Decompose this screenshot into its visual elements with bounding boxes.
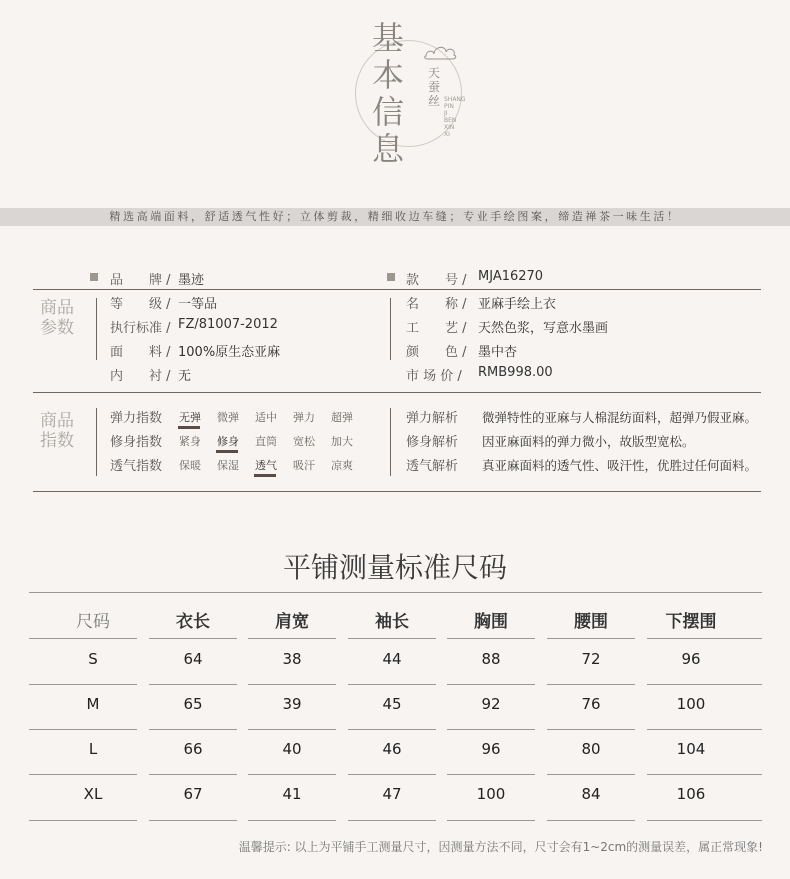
option-breathability: 保暖: [179, 459, 201, 472]
logo-title: 基 本 信 息: [372, 19, 405, 168]
label-elasticity-analysis: 弹力解析: [406, 411, 459, 426]
label-breathability: 透气指数: [110, 459, 163, 474]
cell-border: [447, 774, 535, 775]
label-fit-analysis: 修身解析: [406, 435, 459, 450]
label-fit: 修身指数: [110, 435, 163, 450]
table-cell: 96: [481, 740, 501, 758]
label-name: 名 称 /: [406, 297, 467, 312]
table-header-cell: 衣长: [176, 612, 210, 632]
section-label-index: 商品 指数: [40, 411, 74, 451]
option-elasticity: 弹力: [293, 411, 315, 424]
table-top-border: [29, 592, 762, 593]
table-header-cell: 尺码: [76, 612, 110, 632]
table-header-cell: 下摆围: [665, 612, 717, 632]
label-style-no: 款 号 /: [406, 273, 467, 288]
elasticity-analysis: 微弹特性的亚麻与人棉混纺面料，超弹乃假亚麻。: [482, 410, 758, 425]
table-cell: 84: [581, 785, 601, 803]
value-fabric: 100%原生态亚麻: [178, 345, 281, 360]
table-cell: 92: [481, 695, 501, 713]
label-lining: 内 衬 /: [110, 369, 171, 384]
square-icon: [90, 273, 98, 281]
table-cell: 100: [676, 695, 706, 713]
logo-pinyin: SHANG PIN JI BEN XIN XI: [444, 96, 466, 138]
cell-border: [149, 638, 237, 639]
size-table-title: 平铺测量标准尺码: [282, 551, 507, 584]
table-cell: 38: [282, 650, 302, 668]
option-breathability: 凉爽: [331, 459, 353, 472]
cell-border: [447, 820, 535, 821]
table-cell: 65: [183, 695, 203, 713]
option-fit: 加大: [331, 435, 353, 448]
selected-indicator: [216, 450, 238, 453]
fit-analysis: 因亚麻面料的弹力微小，故版型宽松。: [482, 434, 695, 449]
value-name: 亚麻手绘上衣: [478, 297, 557, 312]
size-label-cell: M: [86, 695, 100, 713]
label-breathability-analysis: 透气解析: [406, 459, 459, 474]
cell-border: [348, 820, 436, 821]
table-cell: 41: [282, 785, 302, 803]
table-cell: 72: [581, 650, 601, 668]
option-elasticity: 无弹: [179, 411, 201, 424]
option-fit: 直筒: [255, 435, 277, 448]
cell-border: [248, 729, 336, 730]
label-elasticity: 弹力指数: [110, 411, 163, 426]
section-label-params: 商品 参数: [40, 298, 74, 338]
table-cell: 64: [183, 650, 203, 668]
table-header-cell: 肩宽: [275, 612, 309, 632]
cell-border: [149, 774, 237, 775]
cell-border: [647, 820, 762, 821]
table-cell: 88: [481, 650, 501, 668]
table-cell: 39: [282, 695, 302, 713]
cell-border: [547, 729, 635, 730]
divider: [33, 289, 761, 290]
cell-border: [348, 638, 436, 639]
table-cell: 104: [676, 740, 706, 758]
value-color: 墨中杏: [478, 345, 518, 360]
table-header-cell: 袖长: [375, 612, 409, 632]
cell-border: [647, 774, 762, 775]
value-brand: 墨迹: [178, 273, 205, 288]
value-craft: 天然色浆，写意水墨画: [478, 321, 609, 336]
value-price: RMB998.00: [478, 365, 553, 380]
cell-border: [547, 638, 635, 639]
divider: [33, 491, 761, 492]
value-lining: 无: [178, 369, 192, 384]
cell-border: [248, 638, 336, 639]
cell-border: [29, 774, 137, 775]
table-cell: 45: [382, 695, 402, 713]
option-breathability: 透气: [255, 459, 277, 472]
cell-border: [29, 684, 137, 685]
label-price: 市 场 价 /: [406, 369, 462, 384]
table-cell: 47: [382, 785, 402, 803]
cell-border: [248, 820, 336, 821]
selected-indicator: [254, 474, 276, 477]
option-elasticity: 微弹: [217, 411, 239, 424]
value-style-no: MJA16270: [478, 269, 544, 284]
slogan-text: 精选高端面料，舒适透气性好；立体剪裁，精细收边车缝；专业手绘图案，缔造禅茶一味生活！: [109, 210, 681, 223]
option-breathability: 保湿: [217, 459, 239, 472]
label-standard: 执行标准 /: [110, 321, 171, 336]
table-cell: 66: [183, 740, 203, 758]
option-fit: 紧身: [179, 435, 201, 448]
vertical-divider: [96, 298, 97, 360]
cell-border: [647, 638, 762, 639]
cell-border: [647, 729, 762, 730]
label-fabric: 面 料 /: [110, 345, 171, 360]
table-cell: 46: [382, 740, 402, 758]
cell-border: [447, 638, 535, 639]
table-cell: 40: [282, 740, 302, 758]
size-label-cell: L: [88, 740, 98, 758]
value-standard: FZ/81007-2012: [178, 317, 278, 332]
cell-border: [348, 774, 436, 775]
table-cell: 80: [581, 740, 601, 758]
table-header-cell: 胸围: [474, 612, 508, 632]
option-breathability: 吸汗: [293, 459, 315, 472]
vertical-divider: [390, 298, 391, 360]
option-elasticity: 适中: [255, 411, 277, 424]
cell-border: [29, 729, 137, 730]
square-icon: [387, 273, 395, 281]
option-fit: 宽松: [293, 435, 315, 448]
vertical-divider: [96, 408, 97, 476]
footer-note: 温馨提示: 以上为平铺手工测量尺寸，因测量方法不同，尺寸会有1~2cm的测量误差，属正常现象!: [238, 840, 763, 854]
table-cell: 76: [581, 695, 601, 713]
cell-border: [547, 684, 635, 685]
label-grade: 等 级 /: [110, 297, 171, 312]
table-cell: 100: [476, 785, 506, 803]
size-label-cell: XL: [83, 785, 103, 803]
table-header-cell: 腰围: [574, 612, 608, 632]
cell-border: [447, 729, 535, 730]
cell-border: [348, 729, 436, 730]
size-label-cell: S: [88, 650, 98, 668]
cell-border: [248, 774, 336, 775]
cell-border: [348, 684, 436, 685]
cell-border: [29, 638, 137, 639]
label-brand: 品 牌 /: [110, 273, 171, 288]
cell-border: [447, 684, 535, 685]
table-cell: 96: [681, 650, 701, 668]
logo-subtitle: 天 蚕 丝: [428, 66, 441, 108]
cell-border: [149, 820, 237, 821]
cell-border: [29, 820, 137, 821]
label-craft: 工 艺 /: [406, 321, 467, 336]
cloud-icon: [424, 42, 458, 60]
table-cell: 67: [183, 785, 203, 803]
breathability-analysis: 真亚麻面料的透气性、吸汗性，优胜过任何面料。: [482, 458, 758, 473]
option-fit: 修身: [217, 435, 239, 448]
option-elasticity: 超弹: [331, 411, 353, 424]
vertical-divider: [390, 408, 391, 476]
cell-border: [547, 774, 635, 775]
cell-border: [647, 684, 762, 685]
table-cell: 44: [382, 650, 402, 668]
table-cell: 106: [676, 785, 706, 803]
cell-border: [149, 729, 237, 730]
selected-indicator: [178, 426, 200, 429]
cell-border: [149, 684, 237, 685]
cell-border: [248, 684, 336, 685]
divider: [33, 392, 761, 393]
cell-border: [547, 820, 635, 821]
label-color: 颜 色 /: [406, 345, 467, 360]
value-grade: 一等品: [178, 297, 218, 312]
